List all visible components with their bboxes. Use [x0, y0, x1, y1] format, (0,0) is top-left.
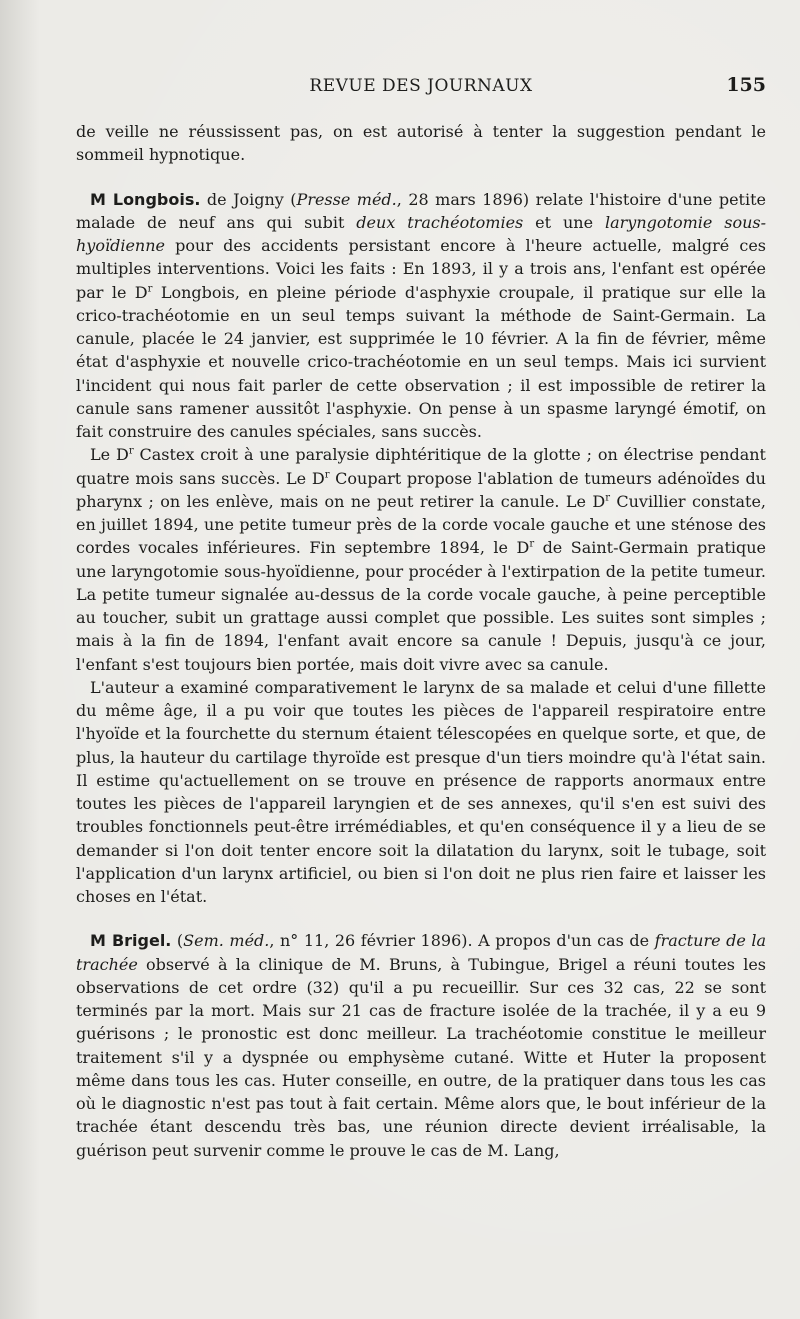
emphasis-text: laryngotomie sous-hyoïdienne — [76, 212, 767, 255]
superscript: r — [605, 492, 610, 504]
text-run: Castex croit à une paralysie diphtéritique de la glotte ; on électrise pendant quatre mois sans succès. Le D — [76, 445, 766, 488]
running-title: REVUE DES JOURNAUX — [309, 76, 533, 96]
author-name: M Brigel. — [90, 931, 172, 951]
text-run: Longbois, en pleine période d'asphyxie croupale, il pratique sur elle la crico-trachéotomie en un seul temps suivant la méthode de Saint-Germain. La canule, placée le 24 janvier, est supprimée le 10 février. A la fin de février, même état d'asphyxie et nouvelle crico-trachéotomie en un seul temps. Mais ici survient l'incident qui nous fait parler de cette observation ; il est impossible de retirer la canule sans ramener aussitôt l'asphyxie. On pense à un spasme laryngé émotif, on fait construire des canules spéciales, sans succès. — [76, 282, 767, 441]
superscript: r — [324, 469, 330, 481]
text-run: , n° 11, 26 février 1896). A propos d'un cas de — [269, 931, 655, 951]
text-run: de Joigny ( — [200, 189, 297, 209]
paragraph-continuation: de veille ne réussissent pas, on est autorisé à tenter la suggestion pendant le sommeil hypnotique. — [76, 122, 766, 165]
author-name: M Longbois. — [90, 189, 201, 209]
text-run: de Saint-Germain pratique une laryngotomie sous-hyoïdienne, pour procéder à l'extirpation de la petite tumeur. La petite tumeur signalée au-dessus de la corde vocale gauche, à peine perceptible au toucher, subit un grattage aussi complet que possible. Les suites sont simples ; mais à la fin de 1894, l'enfant avait encore sa canule ! Depuis, jusqu'à ce jour, l'enfant s'est toujours bien portée, mais doit vivre avec sa canule. — [76, 538, 767, 674]
paragraph-brigel — [76, 929, 766, 1162]
journal-title: Sem. méd. — [183, 931, 270, 951]
text-run: ( — [171, 931, 184, 951]
text-run: observé à la clinique de M. Bruns, à Tubingue, Brigel a réuni toutes les observations de cet ordre (32) qu'il a pu recueillir. Sur ces 32 cas, 22 se sont terminés par la mort. Mais sur 21 cas de fracture isolée de la trachée, il y a eu 9 guérisons ; le pronostic est donc meilleur. La trachéotomie constitue le meilleur traitement s'il y a dyspnée ou emphysème cutané. Witte et Huter la proposent même dans tous les cas. Huter conseille, en outre, de la pratiquer dans tous les cas où le diagnostic n'est pas tout à fait certain. Même alors que, le bout inférieur de la trachée étant descendu très bas, une réunion directe devient irréalisable, la guérison peut survenir comme le prouve le cas de M. Lang, — [76, 954, 766, 1160]
text-run: Coupart propose l'ablation de tumeurs adénoïdes du pharynx ; on les enlève, mais on ne peut retirer la canule. Le D — [76, 468, 766, 511]
page-number: 155 — [726, 74, 766, 96]
emphasis-text: fracture de la trachée — [76, 931, 767, 974]
superscript: r — [147, 283, 153, 295]
running-header — [76, 72, 766, 102]
text-run: pour des accidents persistant encore à l'heure actuelle, malgré ces multiples interventions. Voici les faits : En 1893, il y a trois ans, l'enfant est opérée par le D — [76, 236, 766, 302]
superscript: r — [529, 538, 535, 550]
text-run: Cuvillier constate, en juillet 1894, une petite tumeur près de la corde vocale gauche et une sténose des cordes vocales inférieures. Fin septembre 1894, le D — [76, 491, 767, 558]
article-body — [76, 120, 766, 1162]
text-run: , 28 mars 1896) relate l'histoire d'une petite malade de neuf ans qui subit — [76, 189, 766, 232]
paragraph-castex — [76, 443, 766, 676]
text-run: et une — [523, 212, 605, 232]
emphasis-text: deux trachéotomies — [356, 212, 524, 232]
journal-title: Presse méd. — [296, 189, 397, 209]
paragraph-longbois — [76, 188, 766, 444]
text-run: Le D — [90, 445, 129, 465]
superscript: r — [128, 445, 134, 457]
paragraph-auteur: L'auteur a examiné comparativement le larynx de sa malade et celui d'une fillette du même âge, il a pu voir que toutes les pièces de l'appareil respiratoire entre l'hyoïde et la fourchette du sternum étaient télescopées en quelque sorte, et que, de plus, la hauteur du cartilage thyroïde est presque d'un tiers moindre qu'à l'état sain. Il estime qu'actuellement on se trouve en présence de rapports anormaux entre toutes les pièces de l'appareil laryngien et de ses annexes, qu'il s'en est suivi des troubles fonctionnels peut-être irrémédiables, et qu'en conséquence il y a lieu de se demander si l'on doit tenter encore soit la dilatation du larynx, soit le tubage, soit l'application d'un larynx artificiel, ou bien si l'on doit ne plus rien faire et laisser les choses en l'état. — [76, 677, 766, 906]
